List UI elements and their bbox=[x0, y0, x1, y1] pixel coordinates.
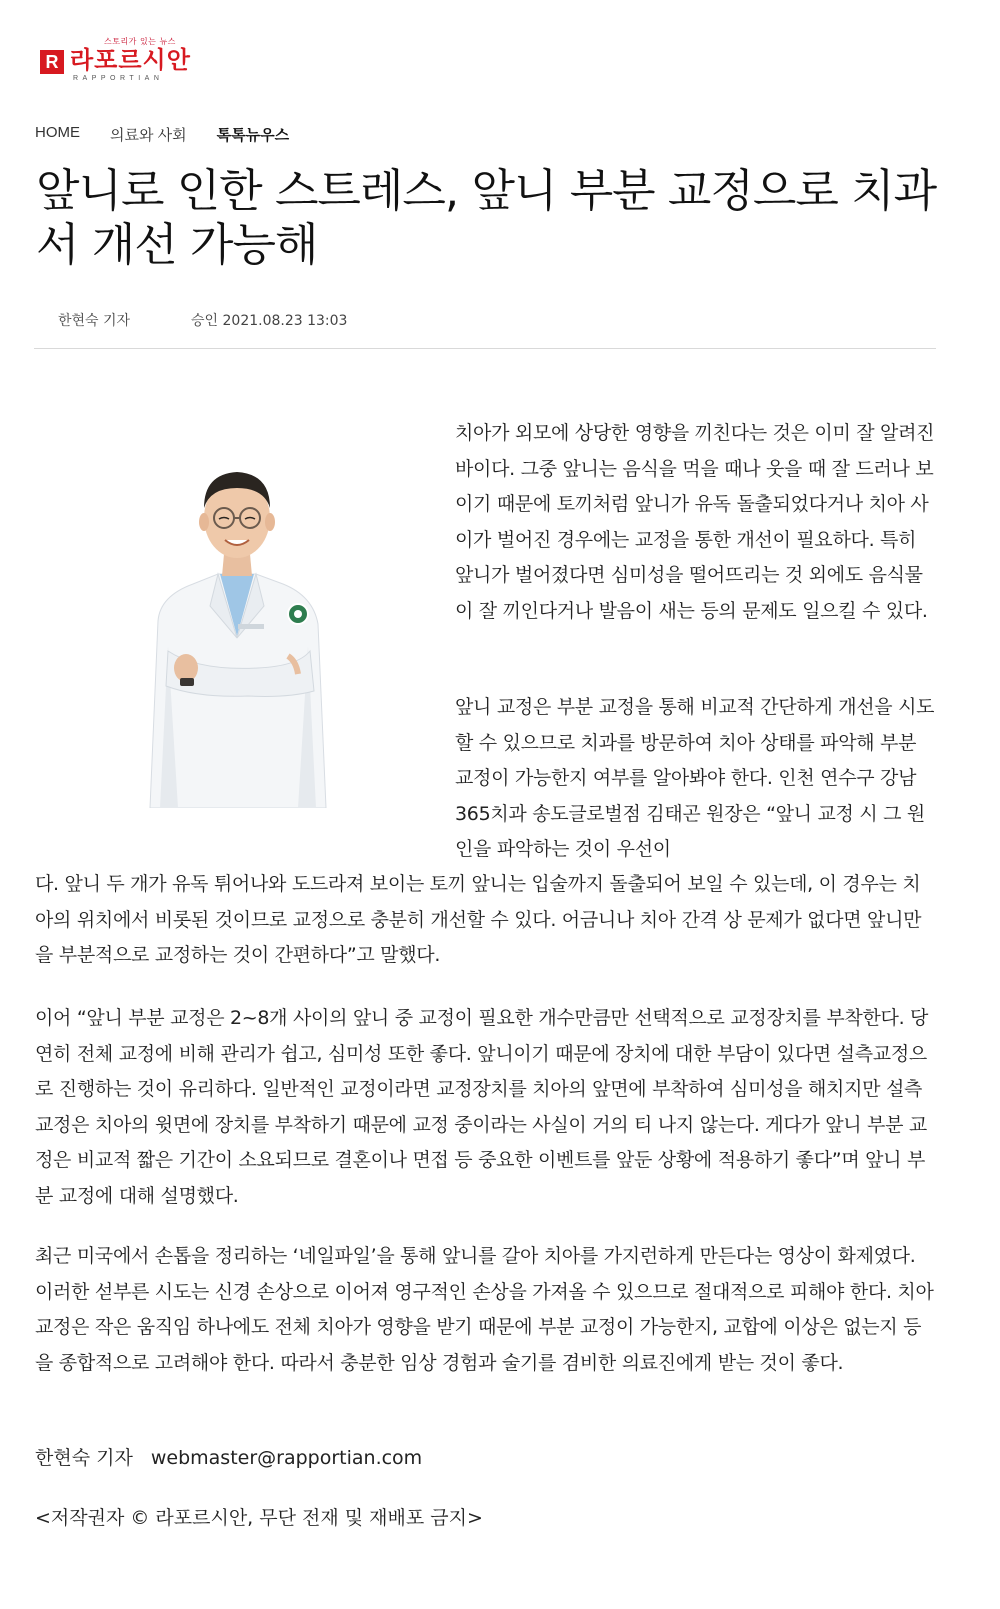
breadcrumb-section[interactable]: 의료와 사회 bbox=[110, 127, 187, 144]
byline-name: 한현숙 기자 bbox=[35, 1447, 133, 1469]
breadcrumb bbox=[35, 124, 289, 145]
copyright-notice: <저작권자 © 라포르시안, 무단 전재 및 재배포 금지> bbox=[35, 1507, 483, 1529]
article-paragraph-1: 치아가 외모에 상당한 영향을 끼친다는 것은 이미 잘 알려진 바이다. 그중 앞니는 음식을 먹을 때나 웃을 때 잘 드러나 보이기 때문에 토끼처럼 앞니가 유독 돌출되었다거나 치아 사이가 벌어진 경우에는 교정을 통한 개선이 필요하다. 특히 앞니가 벌어졌다면 심미성을 떨어뜨리는 것 외에도 음식물이 잘 끼인다거나 발음이 새는 등의 문제도 일으킬 수 있다. bbox=[455, 422, 935, 622]
article-paragraph-2-start: 앞니 교정은 부분 교정을 통해 비교적 간단하게 개선을 시도할 수 있으므로 치과를 방문하여 치아 상태를 파악해 부분 교정이 가능한지 여부를 알아봐야 한다. 인천 연수구 강남365치과 송도글로벌점 김태곤 원장은 “앞니 교정 시 그 원인을 파악하는 것이 우선이 bbox=[455, 696, 935, 860]
breadcrumb-home[interactable]: HOME bbox=[35, 124, 80, 141]
site-logo[interactable] bbox=[40, 36, 200, 80]
byline-email-link[interactable]: webmaster@rapportian.com bbox=[150, 1447, 423, 1469]
logo-name: 라포르시안 bbox=[70, 46, 191, 74]
breadcrumb-category[interactable]: 톡톡뉴우스 bbox=[216, 127, 290, 144]
article-paragraph-2-end: 다. 앞니 두 개가 유독 튀어나와 도드라져 보이는 토끼 앞니는 입술까지 돌출되어 보일 수 있는데, 이 경우는 치아의 위치에서 비롯된 것이므로 교정으로 충분히 개선할 수 있다. 어금니나 치아 간격 상 문제가 없다면 앞니만을 부분적으로 교정하는 것이 간편하다”고 말했다. bbox=[35, 873, 922, 966]
approved-date: 승인 2021.08.23 13:03 bbox=[191, 313, 348, 329]
article-paragraph-4: 최근 미국에서 손톱을 정리하는 ‘네일파일’을 통해 앞니를 갈아 치아를 가지런하게 만든다는 영상이 화제였다. 이러한 섣부른 시도는 신경 손상으로 이어져 영구적인 손상을 가져올 수 있으므로 절대적으로 피해야 한다. 치아교정은 작은 움직임 하나에도 전체 치아가 영향을 받기 때문에 부분 교정이 가능한지, 교합에 이상은 없는지 등을 종합적으로 고려해야 한다. 따라서 충분한 임상 경험과 술기를 겸비한 의료진에게 받는 것이 좋다. bbox=[35, 1245, 934, 1374]
author-name: 한현숙 기자 bbox=[58, 313, 131, 329]
header-divider bbox=[34, 348, 936, 349]
logo-mark: R bbox=[40, 50, 64, 74]
article-title: 앞니로 인한 스트레스, 앞니 부분 교정으로 치과서 개선 가능해 bbox=[36, 164, 937, 271]
article-paragraph-3: 이어 “앞니 부분 교정은 2~8개 사이의 앞니 중 교정이 필요한 개수만큼만 선택적으로 교정장치를 부착한다. 당연히 전체 교정에 비해 관리가 쉽고, 심미성 또한 좋다. 앞니이기 때문에 장치에 대한 부담이 있다면 설측교정으로 진행하는 것이 유리하다. 일반적인 교정이라면 교정장치를 치아의 앞면에 부착하여 심미성을 해치지만 설측교정은 치아의 윗면에 장치를 부착하기 때문에 교정 중이라는 사실이 거의 티 나지 않는다. 게다가 앞니 부분 교정은 비교적 짧은 기간이 소요되므로 결혼이나 면접 등 중요한 이벤트를 앞둔 상황에 적용하기 좋다”며 앞니 부분 교정에 대해 설명했다. bbox=[35, 1007, 929, 1207]
doctor-photo bbox=[138, 446, 336, 808]
logo-tagline: 스토리가 있는 뉴스 bbox=[104, 37, 176, 46]
article-byline bbox=[35, 1443, 422, 1470]
logo-subtitle: RAPPORTIAN bbox=[73, 75, 164, 82]
article-meta bbox=[58, 310, 347, 330]
